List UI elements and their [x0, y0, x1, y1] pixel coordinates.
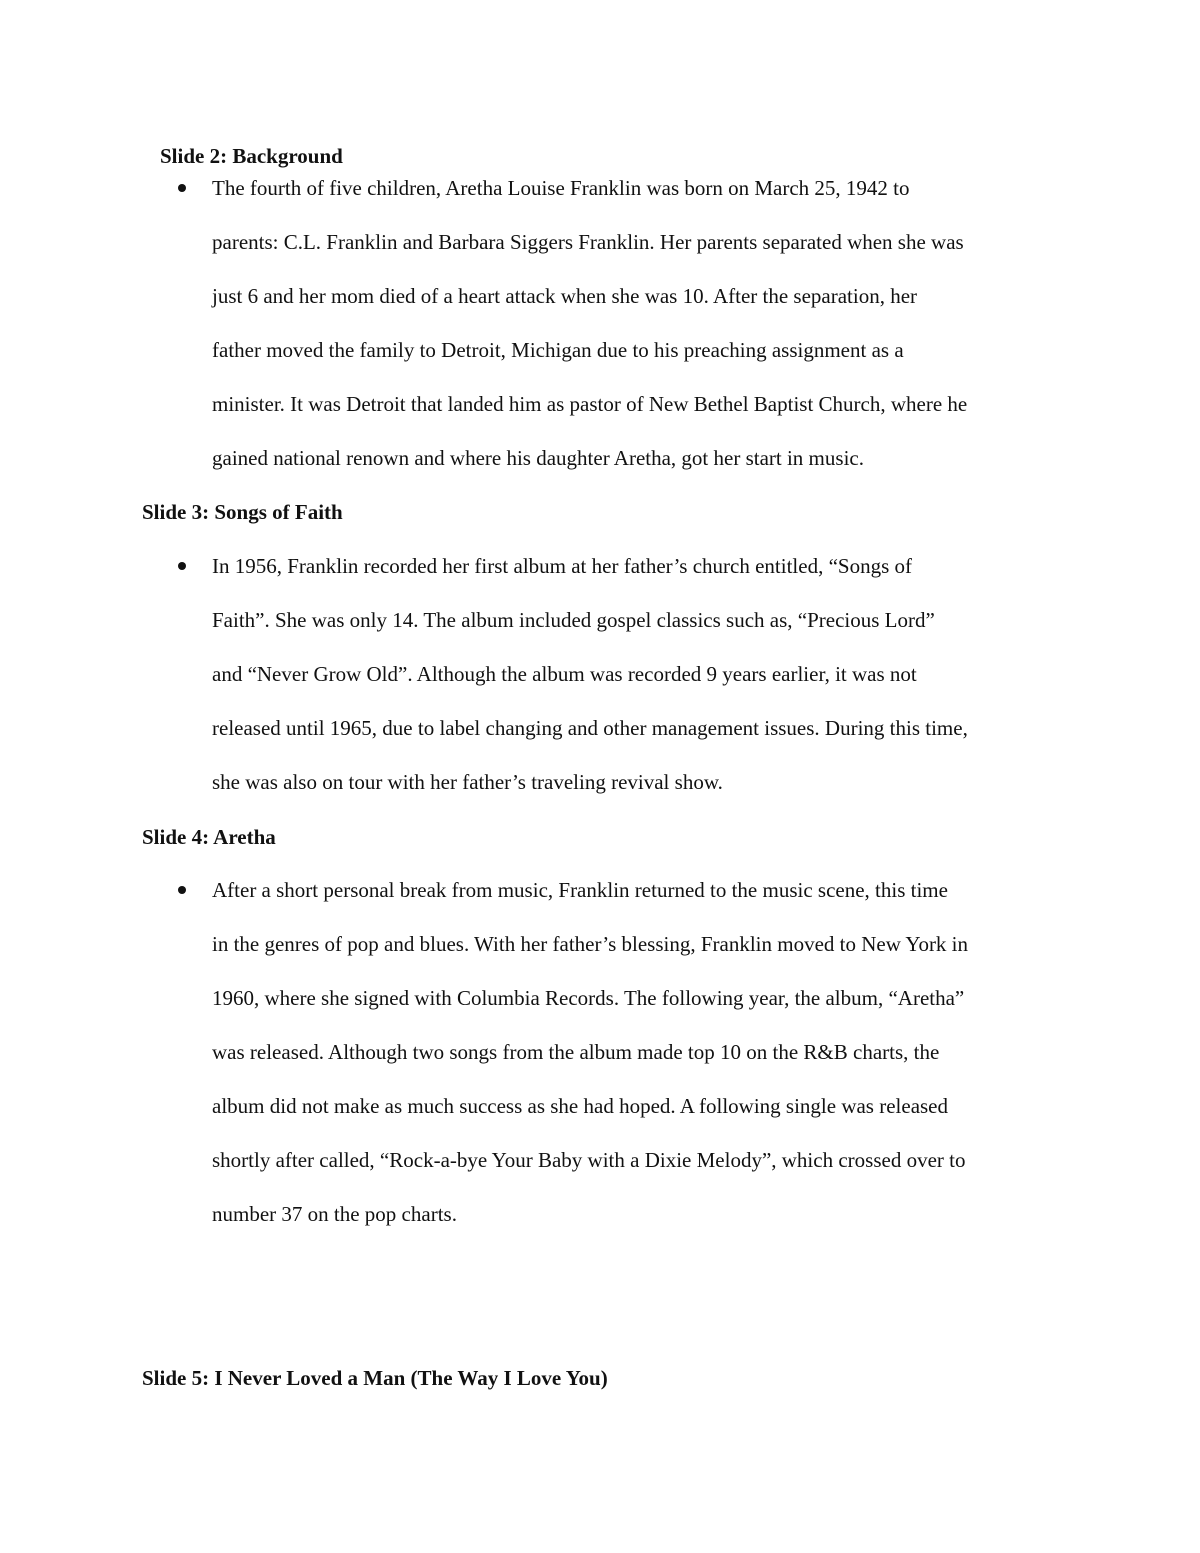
- paragraph-line: number 37 on the pop charts.: [212, 1202, 457, 1226]
- bullet-icon: [178, 886, 186, 894]
- section-heading-songs-of-faith: Slide 3: Songs of Faith: [142, 500, 343, 524]
- section-paragraph-background: [212, 161, 1070, 485]
- paragraph-line: gained national renown and where his daughter Aretha, got her start in music.: [212, 446, 864, 470]
- paragraph-line: father moved the family to Detroit, Michigan due to his preaching assignment as a: [212, 338, 904, 362]
- section-paragraph-aretha: [212, 863, 1070, 1241]
- paragraph-line: Faith”. She was only 14. The album included gospel classics such as, “Precious Lord”: [212, 608, 935, 632]
- bullet-icon: [178, 562, 186, 570]
- paragraph-line: in the genres of pop and blues. With her father’s blessing, Franklin moved to New York in: [212, 932, 969, 956]
- section-paragraph-songs-of-faith: [212, 539, 1070, 809]
- section-heading-aretha: Slide 4: Aretha: [142, 825, 276, 849]
- paragraph-line: she was also on tour with her father’s traveling revival show.: [212, 770, 723, 794]
- paragraph-line: shortly after called, “Rock-a-bye Your Baby with a Dixie Melody”, which crossed over to: [212, 1148, 966, 1172]
- paragraph-line: parents: C.L. Franklin and Barbara Siggers Franklin. Her parents separated when she was: [212, 230, 964, 254]
- paragraph-line: 1960, where she signed with Columbia Records. The following year, the album, “Aretha”: [212, 986, 965, 1010]
- paragraph-line: The fourth of five children, Aretha Louise Franklin was born on March 25, 1942 to: [212, 176, 910, 200]
- paragraph-line: After a short personal break from music, Franklin returned to the music scene, this time: [212, 878, 948, 902]
- paragraph-line: was released. Although two songs from the album made top 10 on the R&B charts, the: [212, 1040, 940, 1064]
- bullet-icon: [178, 184, 186, 192]
- paragraph-line: just 6 and her mom died of a heart attack when she was 10. After the separation, her: [212, 284, 918, 308]
- paragraph-line: In 1956, Franklin recorded her first album at her father’s church entitled, “Songs of: [212, 554, 912, 578]
- paragraph-line: and “Never Grow Old”. Although the album was recorded 9 years earlier, it was not: [212, 662, 917, 686]
- section-heading-i-never-loved-a-man: Slide 5: I Never Loved a Man (The Way I Love You): [142, 1366, 608, 1390]
- paragraph-line: released until 1965, due to label changing and other management issues. During this time,: [212, 716, 968, 740]
- paragraph-line: minister. It was Detroit that landed him as pastor of New Bethel Baptist Church, where he: [212, 392, 968, 416]
- section-heading-background: Slide 2: Background: [160, 144, 343, 168]
- paragraph-line: album did not make as much success as she had hoped. A following single was released: [212, 1094, 949, 1118]
